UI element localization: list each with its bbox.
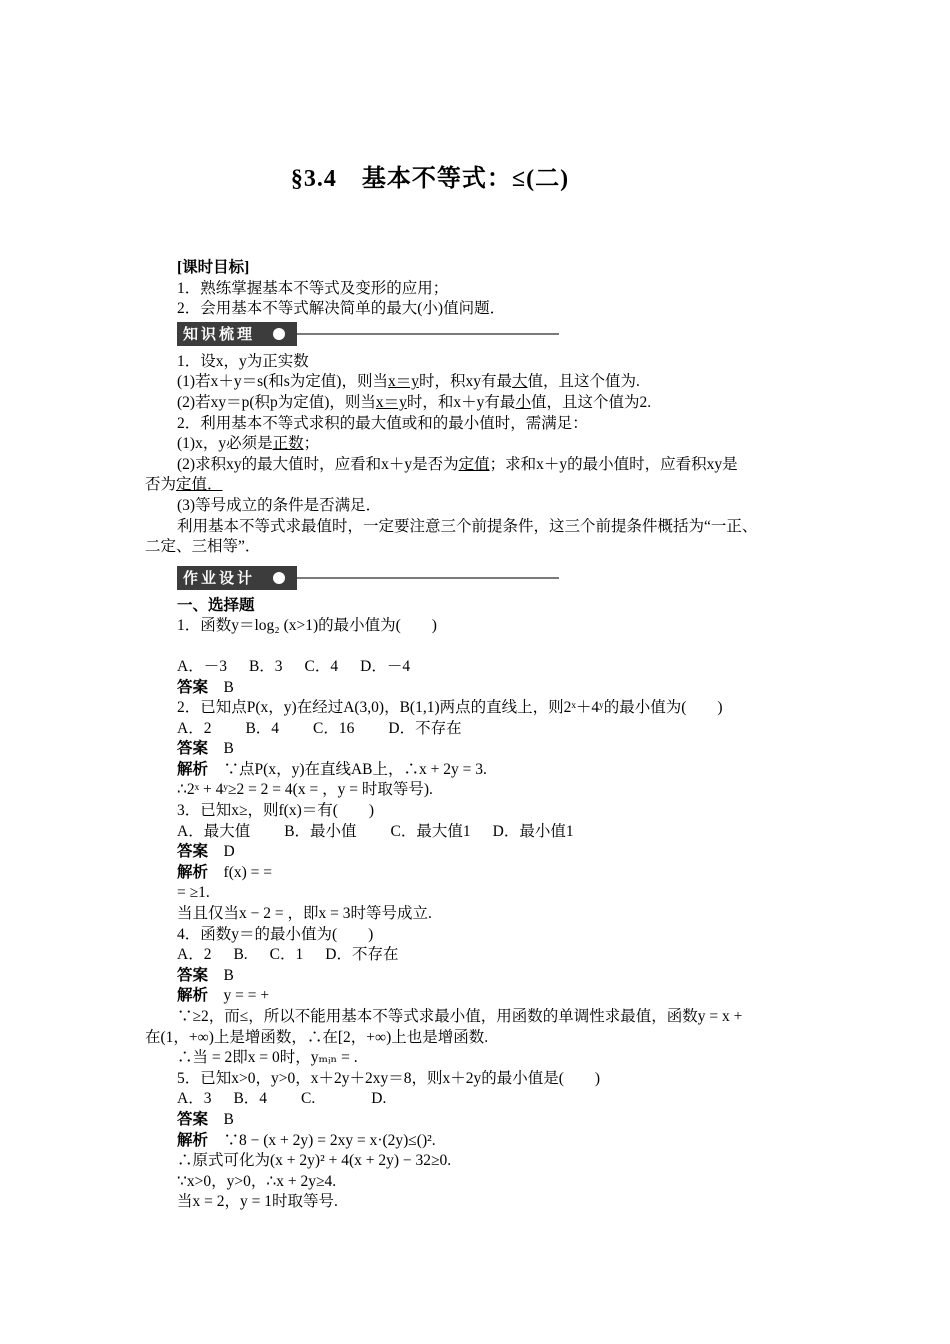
divider	[297, 333, 559, 335]
question-1: 1．函数y＝log₂ (x>1)的最小值为( )	[177, 617, 437, 635]
text-line: = ≥1.	[177, 884, 210, 902]
analysis-4: 解析 y = = +	[177, 987, 270, 1005]
text-line: (3)等号成立的条件是否满足．	[177, 496, 382, 514]
text-line: (1)x，y必须是正数；	[177, 435, 320, 453]
section-header-label: 作业设计	[177, 566, 297, 590]
text-line: (1)若x＋y＝s(和s为定值)，则当x＝y时，积xy有最大值，且这个值为.	[177, 373, 640, 391]
analysis-5: 解析 ∵8 − (x + 2y) = 2xy = x·(2y)≤()².	[177, 1131, 436, 1149]
options-1: A．－3 B．3 C．4 D．－4	[177, 657, 411, 675]
goals-label: [课时目标]	[177, 259, 250, 276]
section-header-label: 知识梳理	[177, 322, 297, 346]
text-line: 当x = 2，y = 1时取等号.	[177, 1193, 338, 1211]
analysis-2: 解析 ∵点P(x，y)在直线AB上，∴x + 2y = 3.	[177, 760, 487, 778]
question-2: 2．已知点P(x，y)在经过A(3,0)，B(1,1)两点的直线上，则2ˣ＋4ʸ的最小值为( )	[177, 699, 723, 717]
section-header-homework	[177, 566, 559, 590]
text-line: (2)若xy＝p(积p为定值)，则当x＝y时，和x＋y有最小值，且这个值为2.	[177, 393, 652, 411]
analysis-3: 解析 f(x) = =	[177, 863, 272, 881]
text-line: (2)求积xy的最大值时，应看和x＋y是否为定值；求和x＋y的最小值时，应看积xy是	[177, 455, 738, 473]
question-3: 3．已知x≥，则f(x)＝有( )	[177, 802, 375, 820]
text-line: 利用基本不等式求最值时，一定要注意三个前提条件，这三个前提条件概括为“一正、	[177, 517, 758, 535]
answer-5: 答案 B	[177, 1110, 234, 1128]
text-line: ∴原式可化为(x + 2y)² + 4(x + 2y) − 32≥0.	[177, 1152, 452, 1170]
circle-bullet-icon	[273, 572, 285, 584]
text-line: ∵x>0，y>0，∴x + 2y≥4.	[177, 1172, 337, 1190]
text-line: 1．设x，y为正实数	[177, 352, 309, 370]
text-line: ∴2ˣ + 4ʸ≥2 = 2 = 4(x = ，y = 时取等号).	[177, 781, 433, 799]
options-4: A．2 B. C．1 D．不存在	[177, 946, 399, 964]
text-line: 在(1，+∞)上是增函数，∴在[2，+∞)上也是增函数.	[145, 1028, 489, 1046]
question-5: 5．已知x>0，y>0，x＋2y＋2xy＝8，则x＋2y的最小值是( )	[177, 1069, 601, 1087]
part-heading: 一、选择题	[177, 596, 255, 614]
page-title: §3.4 基本不等式：≤(二)	[290, 166, 570, 192]
answer-1: 答案 B	[177, 678, 234, 696]
goal-item: 1．熟练掌握基本不等式及变形的应用；	[177, 279, 449, 297]
document-body	[145, 258, 825, 1213]
goal-item: 2．会用基本不等式解决简单的最大(小)值问题．	[177, 300, 506, 318]
options-3: A．最大值 B．最小值 C．最大值1 D．最小值1	[177, 822, 574, 840]
text-line: ∵≥2，而≤，所以不能用基本不等式求最小值，用函数的单调性求最值，函数y = x +	[177, 1008, 743, 1025]
text-line: 二定、三相等”．	[145, 538, 261, 556]
text-line: 2．利用基本不等式求积的最大值或和的最小值时，需满足：	[177, 414, 588, 432]
answer-3: 答案 D	[177, 843, 235, 861]
text-line: 当且仅当x − 2 = ，即x = 3时等号成立.	[177, 905, 432, 923]
circle-bullet-icon	[273, 328, 285, 340]
section-header-knowledge	[177, 322, 559, 346]
options-2: A．2 B．4 C．16 D．不存在	[177, 719, 462, 737]
options-5: A．3 B．4 C. D.	[177, 1090, 387, 1108]
question-4: 4．函数y＝的最小值为( )	[177, 925, 374, 943]
text-line: ∴当 = 2即x = 0时，yₘᵢₙ = .	[177, 1049, 358, 1067]
divider	[297, 577, 559, 579]
answer-2: 答案 B	[177, 740, 234, 758]
text-line: 否为定值．	[145, 476, 223, 494]
answer-4: 答案 B	[177, 966, 234, 984]
